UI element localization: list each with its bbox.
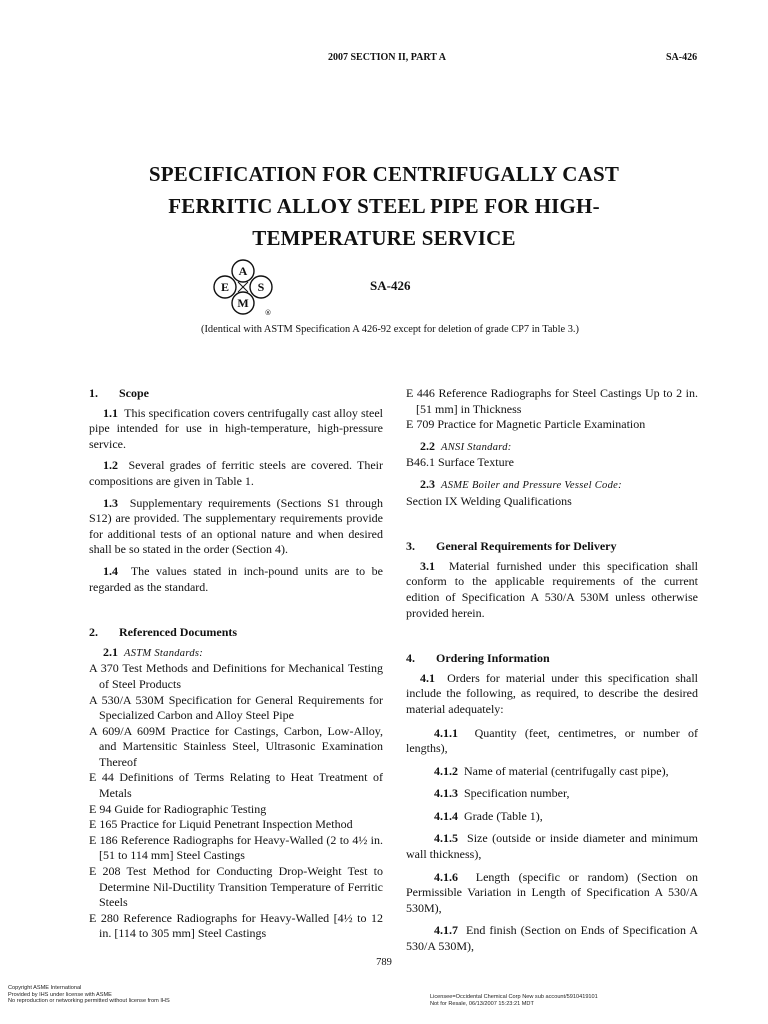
ordering-item: 4.1.3 Specification number, <box>434 786 570 801</box>
reference-item: A 370 Test Methods and Definitions for Mechanical Testing of Steel Products <box>89 661 383 691</box>
paragraph-2-2: 2.2 ANSI Standard: <box>420 438 512 453</box>
footer-line: Not for Resale, 06/13/2007 15:23:21 MDT <box>430 1000 534 1007</box>
page-number: 789 <box>376 957 392 968</box>
ordering-item: 4.1.1 Quantity (feet, centimetres, or number of lengths), <box>406 725 698 756</box>
paragraph-2-3: 2.3 ASME Boiler and Pressure Vessel Code: <box>420 476 622 491</box>
footer-copyright <box>8 985 170 1005</box>
footer-line: Provided by IHS under license with ASME <box>8 991 112 998</box>
running-header-right: SA-426 <box>666 52 698 63</box>
right-column <box>406 386 698 962</box>
paragraph-3-1: 3.1 Material furnished under this specification shall conform to the applicable requirements of the current edition of Specification A 530/A 530M unless otherwise provided herein. <box>406 558 698 620</box>
reference-item: E 709 Practice for Magnetic Particle Examination <box>406 417 646 432</box>
reference-item: E 186 Reference Radiographs for Heavy-Walled (2 to 4½ in. [51 to 114 mm] Steel Castings <box>89 832 383 863</box>
document-title <box>60 158 708 254</box>
reference-item: E 280 Reference Radiographs for Heavy-Walled [4½ to 12 in. [114 to 305 mm] Steel Castings <box>89 910 383 941</box>
footer-line: No reproduction or networking permitted without license from IHS <box>8 998 170 1005</box>
reference-item: A 530/A 530M Specification for General Requirements for Specialized Carbon and Alloy Steel Pipe <box>89 692 383 723</box>
logo-letter: S <box>257 280 265 294</box>
ordering-item: 4.1.2 Name of material (centrifugally cast pipe), <box>434 763 669 778</box>
paragraph-1-2: 1.2 Several grades of ferritic steels are covered. Their compositions are given in Table 1. <box>89 458 384 488</box>
logo-letter: E <box>220 280 230 294</box>
running-header-left: 2007 SECTION II, PART A <box>328 52 446 63</box>
section-heading-scope: 1. Scope <box>89 386 149 400</box>
footer-line: Copyright ASME International <box>8 985 82 991</box>
reference-item: E 208 Test Method for Conducting Drop-Weight Test to Determine Nil-Ductility Transition Temperature of Ferritic Steels <box>89 864 383 910</box>
reference-item: E 446 Reference Radiographs for Steel Castings Up to 2 in. [51 mm] in Thickness <box>406 386 698 416</box>
title-line: FERRITIC ALLOY STEEL PIPE FOR HIGH- <box>168 194 600 218</box>
reference-item: E 94 Guide for Radiographic Testing <box>89 801 267 816</box>
title-line: TEMPERATURE SERVICE <box>252 226 516 250</box>
designation: SA-426 <box>370 278 411 293</box>
reference-item: E 44 Definitions of Terms Relating to Heat Treatment of Metals <box>89 770 383 801</box>
reference-item: A 609/A 609M Practice for Castings, Carbon, Low-Alloy, and Martensitic Stainless Steel, Ultrasonic Examination Thereof <box>89 723 383 769</box>
paragraph-1-3: 1.3 Supplementary requirements (Sections S1 through S12) are provided. The supplementary requirements provide for additional tests of an optional nature and when desired shall be so stated in the order (Section 4). <box>89 495 383 557</box>
asme-code-item: Section IX Welding Qualifications <box>406 493 572 508</box>
logo-letter: A <box>238 264 248 278</box>
ordering-item: 4.1.4 Grade (Table 1), <box>434 808 543 823</box>
identical-note: (Identical with ASTM Specification A 426-92 except for deletion of grade CP7 in Table 3.) <box>201 324 579 335</box>
ordering-item: 4.1.6 Length (specific or random) (Section on Permissible Variation in Length of Specification A 530/A 530M), <box>406 869 699 915</box>
footer-license <box>430 994 598 1007</box>
section-heading-referenced-documents: 2. Referenced Documents <box>89 625 238 640</box>
reference-list <box>89 661 383 942</box>
title-line: SPECIFICATION FOR CENTRIFUGALLY CAST <box>148 162 620 186</box>
asme-logo-icon <box>210 258 276 318</box>
ordering-item: 4.1.5 Size (outside or inside diameter and minimum wall thickness), <box>406 831 699 862</box>
paragraph-4-1: 4.1 Orders for material under this specification shall include the following, as required, to describe the desired material adequately: <box>406 670 699 716</box>
registered-mark: ® <box>264 309 272 317</box>
section-heading-ordering-information: 4. Ordering Information <box>406 651 550 666</box>
ordering-item: 4.1.7 End finish (Section on Ends of Specification A 530/A 530M), <box>406 923 699 954</box>
left-column <box>89 386 383 942</box>
paragraph-2-1: 2.1 ASTM Standards: <box>103 644 204 659</box>
reference-item: E 165 Practice for Liquid Penetrant Inspection Method <box>89 817 353 832</box>
paragraph-1-1: 1.1 This specification covers centrifugally cast alloy steel pipe intended for use in high-temperature, high-pressure service. <box>89 405 383 451</box>
footer-line: Licensee=Occidental Chemical Corp New sub account/5910419101 <box>430 994 598 1000</box>
section-heading-general-requirements: 3. General Requirements for Delivery <box>406 539 617 554</box>
logo-letter: M <box>237 296 249 310</box>
ansi-standard-item: B46.1 Surface Texture <box>406 455 514 470</box>
paragraph-1-4: 1.4 The values stated in inch-pound units are to be regarded as the standard. <box>89 563 383 594</box>
